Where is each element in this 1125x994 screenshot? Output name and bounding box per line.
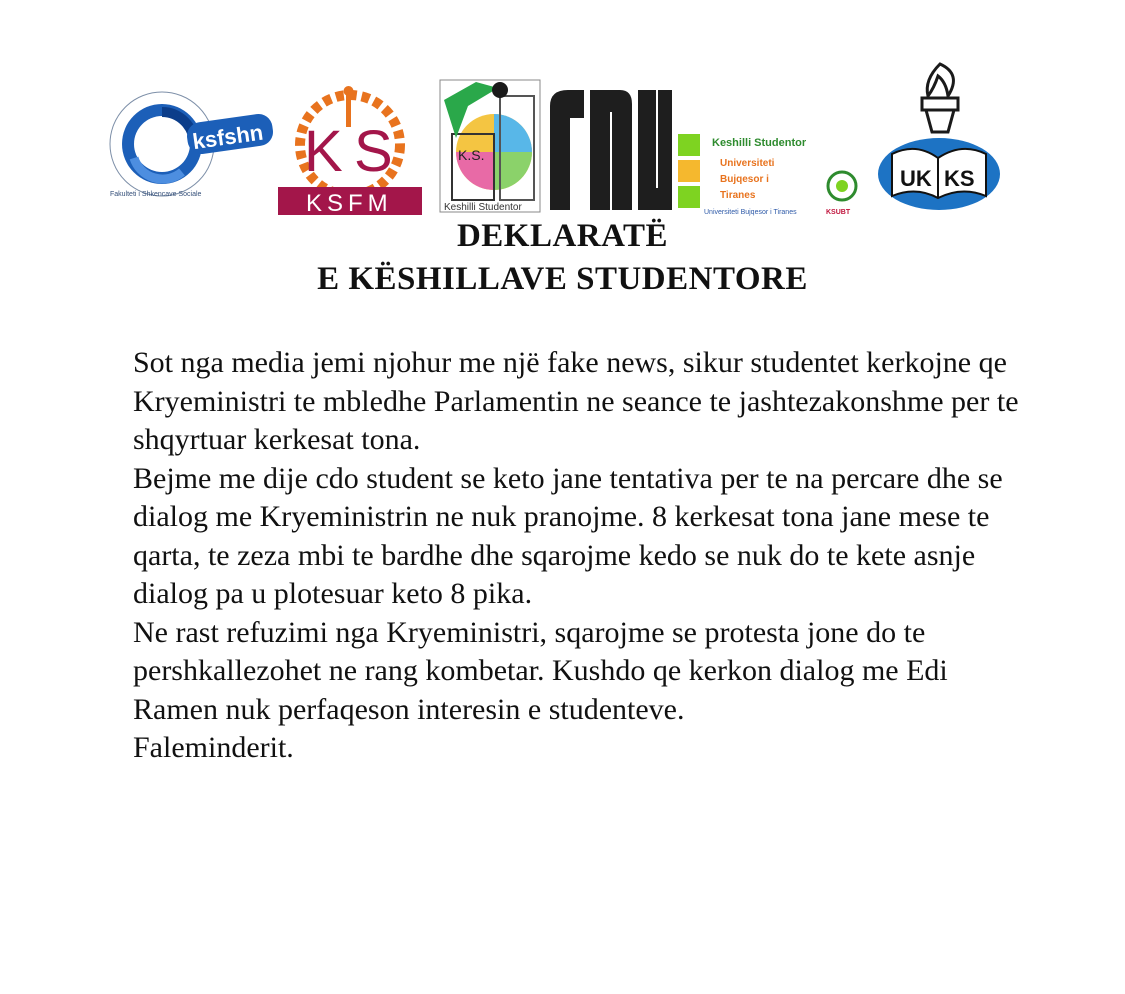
- ksubt-line2: Universiteti: [720, 158, 775, 169]
- ksubt-line1: Keshilli Studentor: [712, 137, 807, 149]
- paragraph-3: Ne rast refuzimi nga Kryeministri, sqarojme se protesta jone do te pershkallezohet ne rang kombetar. Kushdo qe kerkon dialog me Edi Ramen nuk perfaqeson interesin e studenteve.: [133, 615, 948, 726]
- ksfin-monogram: K.S.: [458, 147, 485, 163]
- paragraph-2: Bejme me dije cdo student se keto jane tentativa per te na percare dhe se dialog me Kryeministrin ne nuk pranojme. 8 kerkesat tona jane mese te qarta, te zeza mbi te bardhe dhe sqarojme kedo se nuk do te kete asnje dialog pa u plotesuar keto 8 pika.: [133, 461, 1003, 610]
- ukks-right-text: KS: [944, 166, 975, 191]
- ksfm-monogram-s: S: [354, 119, 393, 184]
- logo-banner: [0, 0, 1125, 225]
- paragraph-1: Sot nga media jemi njohur me një fake news, sikur studentet kerkojne qe Kryeministri te mbledhe Parlamentin ne seance te jashtezakonshme per te shqyrtuar kerkesat tona.: [133, 346, 1019, 456]
- ksubt-line4: Tiranes: [720, 190, 756, 201]
- ksfshn-logo-text: ksfshn: [190, 119, 265, 155]
- cnu-logo: [546, 88, 674, 214]
- declaration-body: [133, 344, 1033, 768]
- ksubt-logo: [676, 124, 862, 218]
- ksfin-caption: Keshilli Studentor: [444, 202, 522, 213]
- ukks-logo: [876, 62, 1002, 212]
- declaration-title: DEKLARATË: [456, 218, 669, 254]
- ksubt-footer-badge: KSUBT: [826, 209, 851, 216]
- ksfm-monogram-k: K: [304, 119, 343, 184]
- ksfshn-ring-text: Fakulteti i Shkencave Sociale: [110, 191, 202, 198]
- ksfm-logo: [276, 83, 424, 215]
- ksubt-line3: Bujqesor i: [720, 174, 769, 185]
- ksfshn-logo: [92, 88, 277, 200]
- paragraph-closing: Faleminderit.: [133, 731, 294, 764]
- ksfin-logo: [438, 78, 542, 214]
- ksubt-footer: Universiteti Bujqesor i Tiranes: [704, 209, 797, 216]
- ukks-left-text: UK: [900, 166, 932, 191]
- declaration-subtitle: E KËSHILLAVE STUDENTORE: [317, 261, 808, 297]
- ksfm-caption: KSFM: [306, 190, 393, 215]
